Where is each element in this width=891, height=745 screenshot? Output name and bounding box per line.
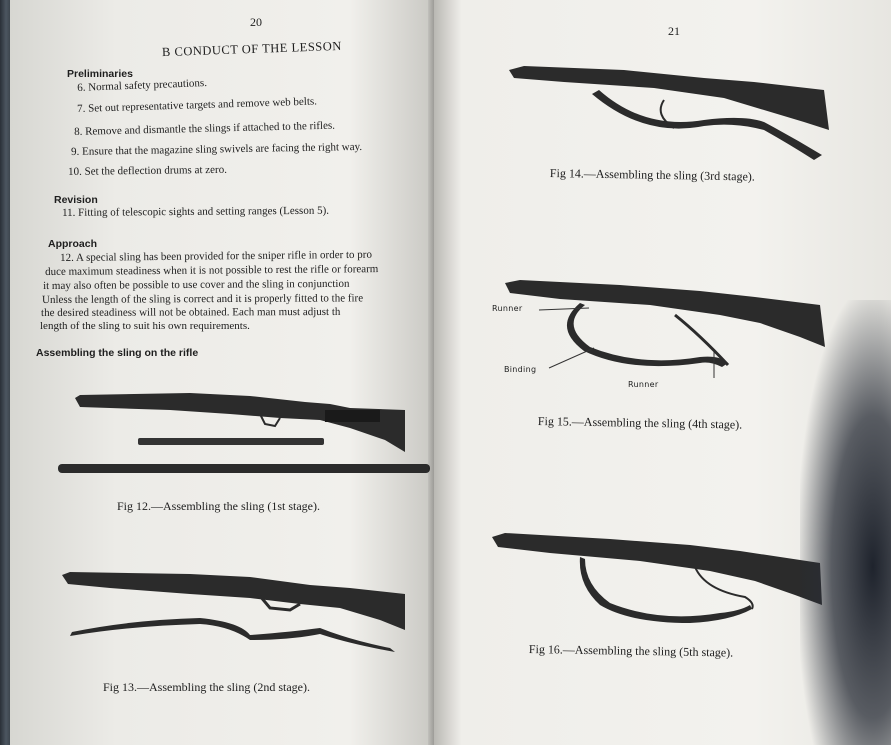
revision-item: 11. Fitting of telescopic sights and setting ranges (Lesson 5). — [62, 204, 330, 219]
fig14-caption: Fig 14.—Assembling the sling (3rd stage). — [549, 166, 755, 184]
fig15-caption: Fig 15.—Assembling the sling (4th stage). — [537, 414, 743, 432]
approach-line: the desired steadiness will not be obtained. Each man must adjust th — [41, 305, 341, 319]
preliminaries-item: 8. Remove and dismantle the slings if attached to the rifles. — [74, 119, 336, 138]
fig15-label-binding: Binding — [504, 365, 537, 374]
revision-heading: Revision — [54, 194, 98, 206]
page-number-left: 20 — [250, 15, 262, 29]
preliminaries-item: 9. Ensure that the magazine sling swivels are facing the right way. — [71, 140, 363, 158]
fig15-label-runner-left: Runner — [492, 304, 523, 313]
section-title: B CONDUCT OF THE LESSON — [161, 38, 342, 60]
fig14-rifle-illustration — [504, 60, 891, 170]
fig12-rifle-illustration — [50, 380, 434, 480]
page-number-right: 21 — [668, 24, 680, 38]
preliminaries-item: 6. Normal safety precautions. — [77, 77, 208, 94]
assembling-subheading: Assembling the sling on the rifle — [36, 347, 199, 359]
approach-line: length of the sling to suit his own requirements. — [40, 320, 250, 332]
left-page — [10, 0, 434, 745]
page-shadow — [800, 300, 891, 745]
approach-line: duce maximum steadiness when it is not possible to rest the rifle or forearm — [45, 263, 379, 278]
approach-line: it may also often be possible to use cover and the sling in conjunction — [43, 277, 350, 292]
fig15-leader-lines — [494, 300, 724, 410]
approach-heading: Approach — [48, 238, 98, 250]
fig12-caption: Fig 12.—Assembling the sling (1st stage). — [117, 499, 320, 513]
approach-line: Unless the length of the sling is correct and it is properly fitted to the fire — [42, 292, 364, 306]
fig16-caption: Fig 16.—Assembling the sling (5th stage). — [528, 642, 734, 660]
approach-line: 12. A special sling has been provided for the sniper rifle in order to pro — [60, 248, 373, 264]
fig15-label-runner-bottom: Runner — [628, 380, 659, 389]
fig13-caption: Fig 13.—Assembling the sling (2nd stage). — [103, 680, 310, 694]
preliminaries-item: 10. Set the deflection drums at zero. — [68, 163, 227, 178]
fig13-rifle-illustration — [50, 560, 434, 660]
preliminaries-item: 7. Set out representative targets and remove web belts. — [77, 95, 318, 115]
preliminaries-heading: Preliminaries — [67, 68, 133, 80]
